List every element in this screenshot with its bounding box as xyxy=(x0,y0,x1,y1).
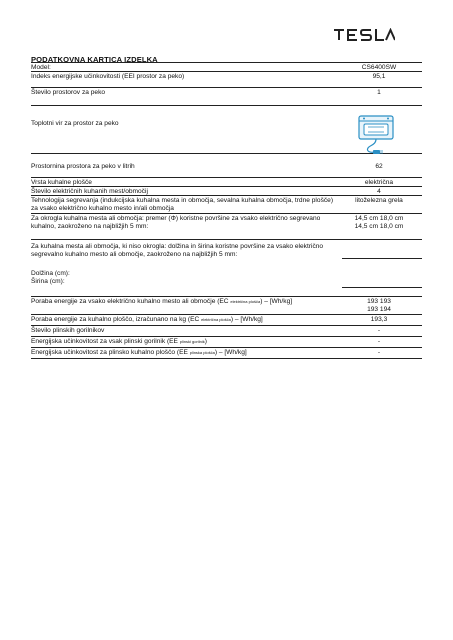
ec-zone-label-pre: Poraba energije za vsako električno kuhalno mesto ali območje (EC xyxy=(31,297,231,305)
table-row-circular-zones xyxy=(31,214,422,240)
length-label: Dolžina (cm): xyxy=(31,269,70,277)
zones-value: 4 xyxy=(377,187,381,195)
table-row-ee-burner xyxy=(31,337,422,348)
table-row-ee-hob xyxy=(31,348,422,359)
ec-zone-label-sub: električna ploščа xyxy=(230,298,261,304)
table-row-model xyxy=(31,63,422,72)
ec-hob-label-pre: Poraba energije za kuhalno ploščo, izračunano na kg (EC xyxy=(31,315,202,323)
ee-hob-label-pre: Energijska učinkovitost za plinsko kuhalno ploščo (EE xyxy=(31,348,190,356)
electric-oven-icon xyxy=(350,115,402,155)
page-title: PODATKOVNA KARTICA IZDELKA xyxy=(31,55,158,64)
table-row-technology xyxy=(31,196,422,214)
ec-hob-value: 193,3 xyxy=(370,315,388,323)
table-row-gas-burners xyxy=(31,326,422,337)
ec-zone-label-post: ) – [Wh/kg] xyxy=(260,297,293,305)
cavities-label: Število prostorov za peko xyxy=(31,88,106,96)
cavities-value: 1 xyxy=(377,88,381,96)
hob-type-value: električna xyxy=(364,178,394,186)
technology-label: Tehnologija segrevanja (indukcijska kuhalna mesta in območja, sevalna kuhalna območja, trdne plošče) za vsako električno kuhalno mesto in/ali območja xyxy=(31,196,334,212)
ec-zone-value-1: 193 193 xyxy=(367,297,391,305)
ec-zone-value-2: 193 194 xyxy=(367,306,391,313)
table-row-volume xyxy=(31,154,422,178)
ec-hob-label-post: ) – [Wh/kg] xyxy=(230,315,263,323)
table-row-cavities xyxy=(31,88,422,106)
ee-hob-value: - xyxy=(377,348,381,356)
hob-type-label: Vrsta kuhalne plošče xyxy=(31,178,92,186)
table-row-zones xyxy=(31,187,422,196)
ec-hob-label xyxy=(31,316,336,324)
ee-hob-label xyxy=(31,349,336,357)
table-row-eei xyxy=(31,72,422,88)
ee-burner-label-post: ) xyxy=(204,337,207,345)
ee-burner-label-pre: Energijska učinkovitost za vsak plinski gorilnik (EE xyxy=(31,337,180,345)
circular-label: Za okrogla kuhalna mesta ali območja: premer (Φ) koristne površine za vsako električno segrevano kuhalno, zaokroženo na najbližjih 5 mm: xyxy=(31,214,321,230)
volume-value: 62 xyxy=(375,162,383,170)
technology-value: litoželezna grela xyxy=(355,196,403,204)
ec-zone-label xyxy=(31,298,336,306)
ee-burner-label xyxy=(31,338,336,346)
gas-burners-label: Število plinskih gorilnikov xyxy=(31,326,105,334)
ee-burner-value: - xyxy=(377,337,381,345)
ec-hob-label-sub: električna plošča xyxy=(201,316,231,322)
ee-burner-label-sub: plinski gorilnik xyxy=(179,338,205,344)
circular-value-2: 14,5 cm 18,0 cm xyxy=(354,223,404,230)
zones-label: Število električnih kuhanih mest/območij xyxy=(31,187,148,195)
table-row-hob-type xyxy=(31,178,422,187)
table-row-ec-hob xyxy=(31,315,422,326)
model-label: Model: xyxy=(31,64,51,71)
table-row-ec-zone xyxy=(31,296,422,315)
heat-source-label: Toplotni vir za prostor za peko xyxy=(31,119,119,127)
model-value: CS6400SW xyxy=(361,64,397,71)
noncircular-label: Za kuhalna mesta ali območja, ki niso okrogla: dolžina in širina koristne površine za vsako električno segrevalno kuhalno mesto ali območje, zaokroženo na najbližjih 5 mm: xyxy=(31,242,324,258)
circular-value-1: 14,5 cm 18,0 cm xyxy=(354,214,404,222)
volume-label: Prostornina prostora za peko v litrih xyxy=(31,162,135,170)
product-data-table xyxy=(31,62,422,359)
tesla-logo xyxy=(333,28,395,42)
eei-value: 95,1 xyxy=(372,72,386,80)
ee-hob-label-sub: plinska plošča xyxy=(189,349,215,355)
gas-burners-value: - xyxy=(377,326,381,334)
table-row-noncircular-zones xyxy=(31,240,422,296)
eei-label: Indeks energijske učinkovitosti (EEI prostor za peko) xyxy=(31,72,185,80)
width-label: Širina (cm): xyxy=(31,278,65,285)
length-width-value-line xyxy=(342,287,422,288)
noncircular-value-line xyxy=(342,258,422,259)
ee-hob-label-post: ) – [Wh/kg] xyxy=(214,348,247,356)
